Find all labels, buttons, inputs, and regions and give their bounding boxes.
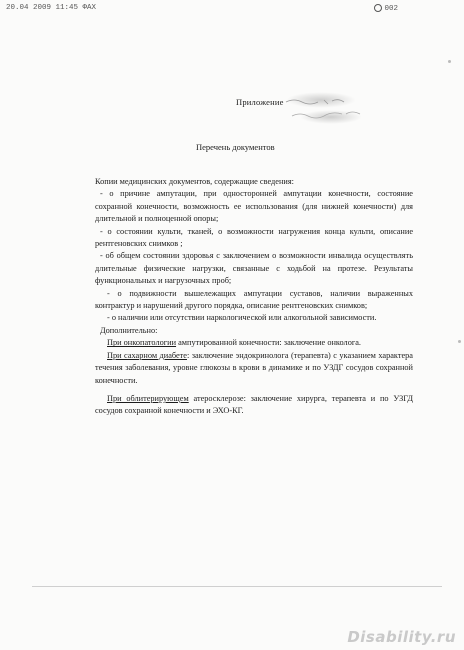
list-item: - о наличии или отсутствии наркологической или алкогольной зависимости.	[107, 313, 377, 323]
stamp-scribble	[284, 94, 374, 124]
athero-lead: При облитерирующем	[107, 393, 189, 403]
fax-header	[6, 4, 458, 16]
athero-rest: атеросклерозе: заключение хирурга, терапевта и по УЗГД сосудов сохранной конечности и ЭХО-КГ.	[95, 393, 413, 416]
onco-rest: ампутированной конечности: заключение онколога.	[176, 338, 362, 348]
list-item: - об общем состоянии здоровья с заключением о возможности инвалида осуществлять длительные физические нагрузки, связанные с ходьбой на протезе. Результаты функциональных и нагрузочных проб;	[95, 251, 413, 286]
document-title: Перечень документов	[196, 142, 275, 152]
scan-edge-line	[32, 586, 442, 587]
list-item: - о состоянии культи, тканей, о возможности нагружения конца культи, описание рентгеновских снимков ;	[95, 226, 413, 249]
athero-paragraph	[95, 393, 413, 418]
circle-icon	[374, 4, 382, 12]
watermark-logo: Disability.ru	[347, 628, 456, 646]
intro-paragraph: Копии медицинских документов, содержащие сведения:	[95, 177, 294, 186]
onco-paragraph	[95, 337, 413, 349]
diabetes-lead: При сахарном диабете	[107, 350, 187, 360]
list-item: - о подвижности вышележащих ампутации суставов, наличии выраженных контрактур и нарушений другого порядка, описание рентгеновских снимков;	[95, 288, 413, 311]
scan-speck	[458, 340, 461, 343]
fax-header-page	[374, 4, 398, 13]
scan-speck	[448, 60, 451, 63]
appendix-label: Приложение	[236, 97, 284, 107]
additional-heading: Дополнительно:	[100, 325, 158, 335]
diabetes-rest: : заключение эндокринолога (терапевта) с указанием характера течения заболевания, уровне глюкозы в крови в динамике и по УЗДГ сосудов сохранной конечности.	[95, 350, 413, 385]
diabetes-paragraph	[95, 350, 413, 387]
fax-header-page-number: 002	[384, 4, 398, 13]
fax-header-timestamp: 20.04 2009 11:45 ФАХ	[6, 4, 97, 12]
list-item: - о причине ампутации, при односторонней ампутации конечности, состояние сохранной конечности, возможность ее использования (для нижней конечности) для длительной и полноценной опоры;	[95, 189, 413, 224]
document-body	[95, 176, 413, 418]
onco-lead: При онкопатологии	[107, 338, 177, 348]
